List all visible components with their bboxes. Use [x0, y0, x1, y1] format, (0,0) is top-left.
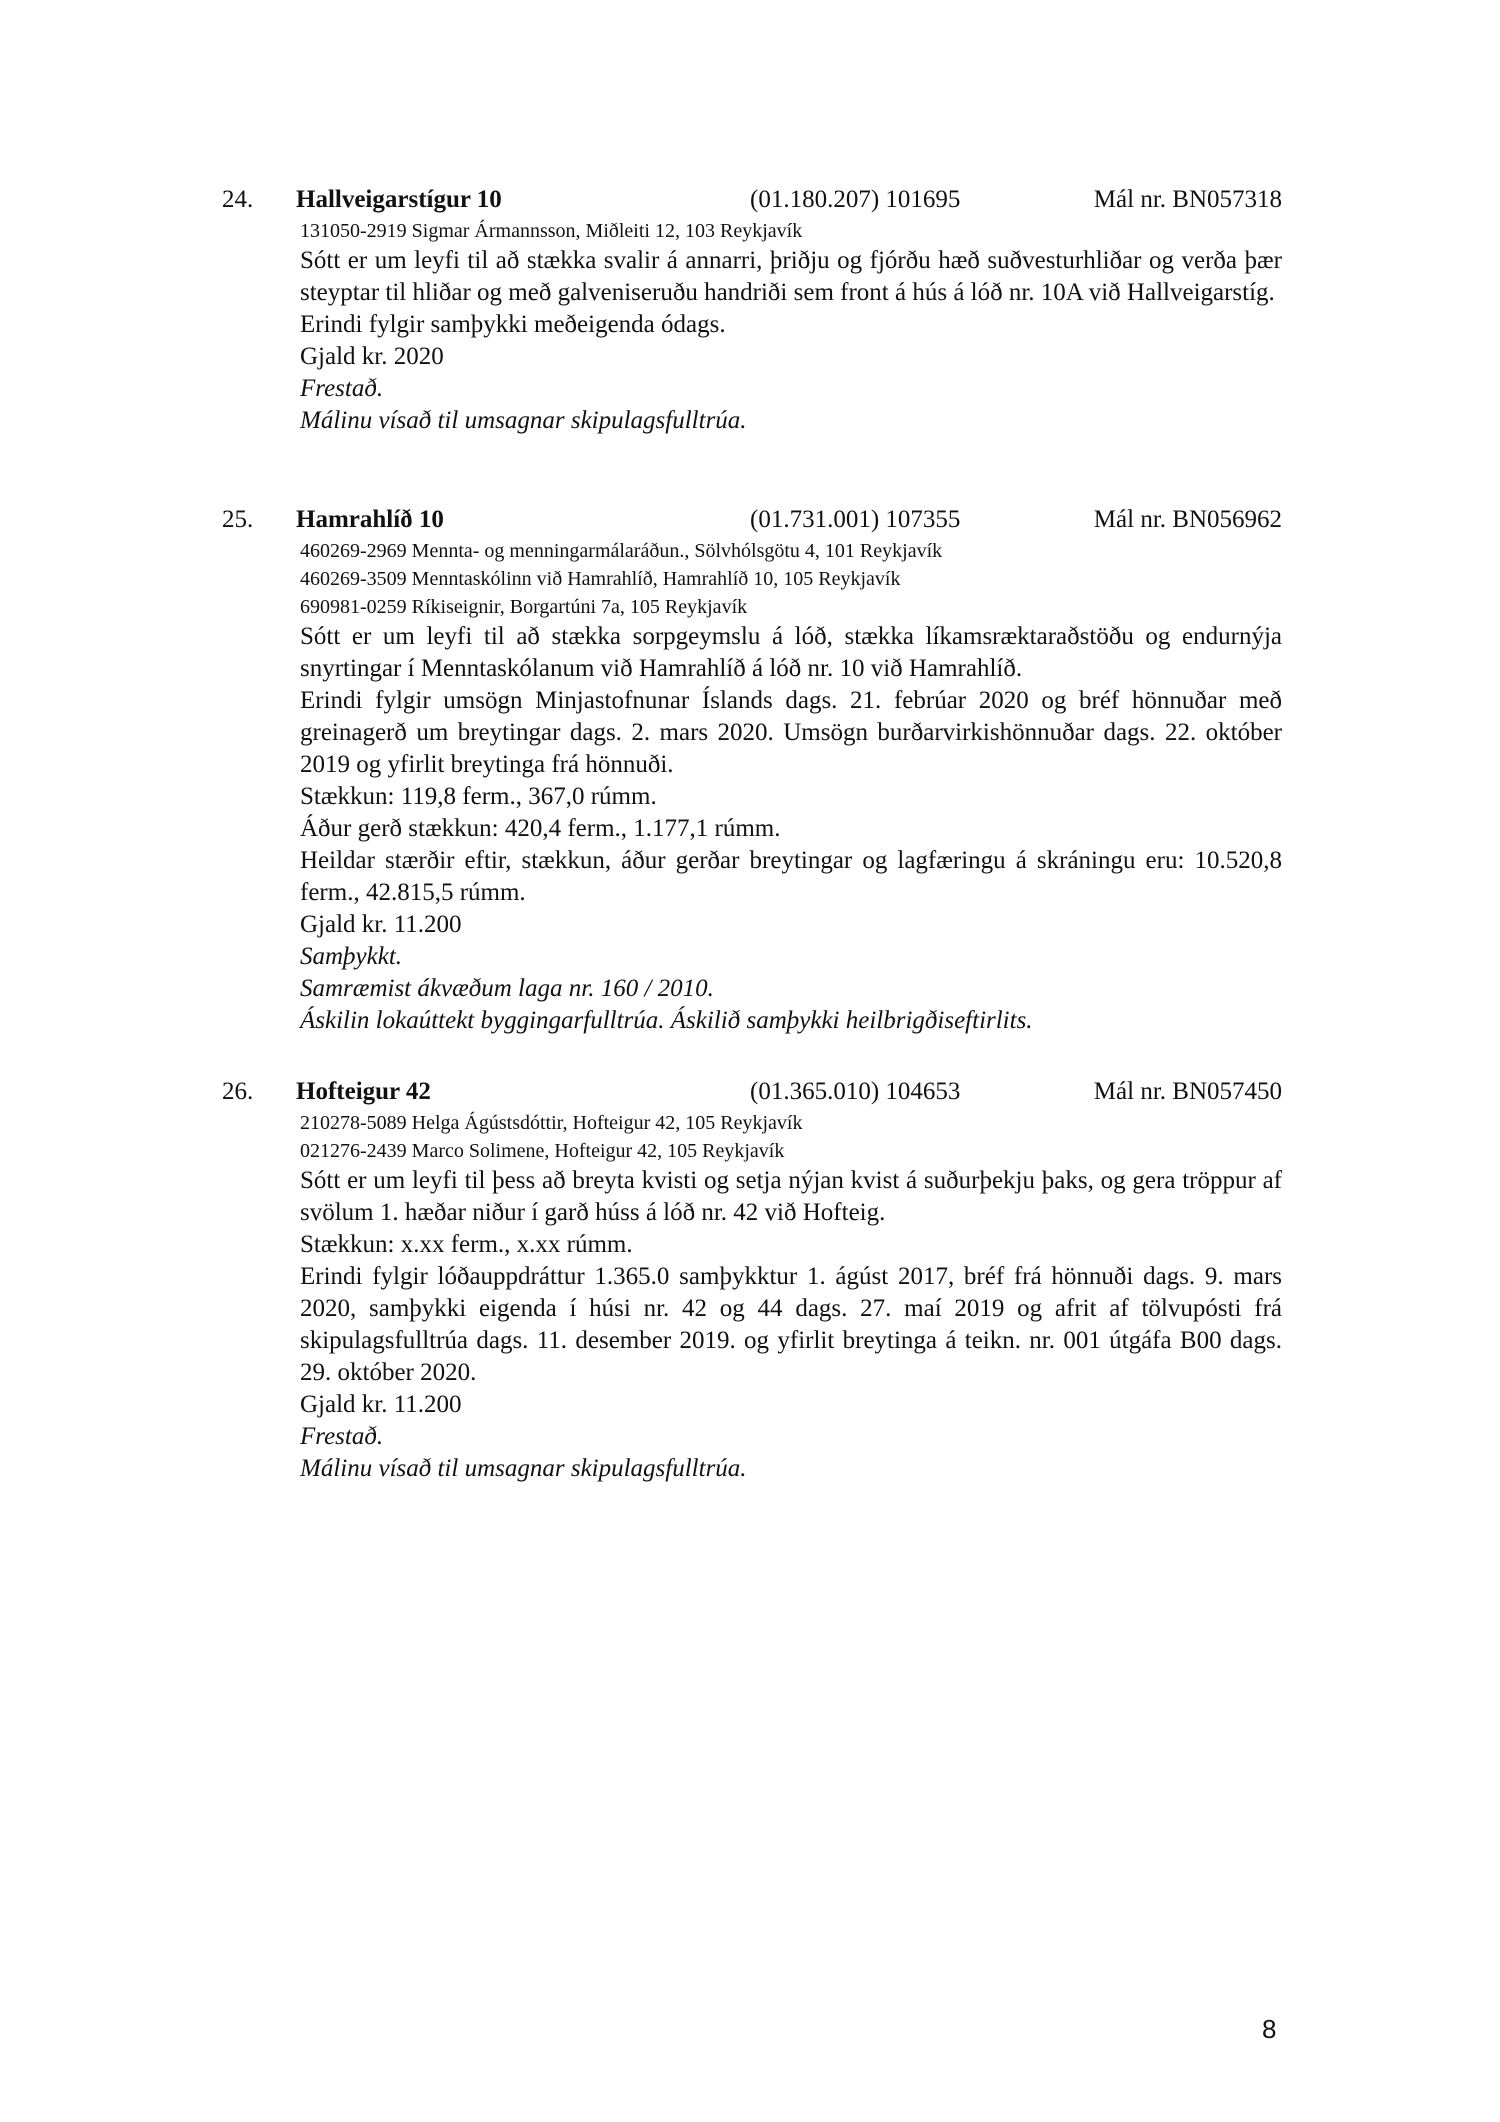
- entry-number: 26.: [222, 1078, 254, 1105]
- previous-enlargement-line: Áður gerð stækkun: 420,4 ferm., 1.177,1 rúmm.: [300, 815, 781, 842]
- decision-note: Samræmist ákvæðum laga nr. 160 / 2010.: [300, 975, 714, 1002]
- property-reference: (01.180.207) 101695: [750, 186, 961, 213]
- decision-note: Áskilin lokaúttekt byggingarfulltrúa. Áskilið samþykki heilbrigðiseftirlits.: [300, 1007, 1033, 1034]
- entry-body: [300, 537, 1282, 1037]
- entry-body: [300, 217, 1282, 437]
- entry-number: 25.: [222, 506, 254, 533]
- enlargement-line: Stækkun: 119,8 ferm., 367,0 rúmm.: [300, 783, 657, 810]
- description-paragraph: Sótt er um leyfi til að stækka sorpgeymslu á lóð, stækka líkamsræktaraðstöðu og endurnýja snyrtingar í Menntaskólanum við Hamrahlíð á lóð nr. 10 við Hamrahlíð.: [300, 623, 1282, 682]
- attachments-paragraph: Erindi fylgir umsögn Minjastofnunar Íslands dags. 21. febrúar 2020 og bréf hönnuðar með greinagerð um breytingar dags. 2. mars 2020. Umsögn burðarvirkishönnuðar dags. 22. október 2019 og yfirlit breytinga frá hönnuði.: [300, 687, 1282, 778]
- decision-line: Samþykkt.: [300, 943, 403, 970]
- applicant-line: 460269-3509 Menntaskólinn við Hamrahlíð, Hamrahlíð 10, 105 Reykjavík: [300, 568, 901, 590]
- page-number: 8: [1262, 2014, 1277, 2044]
- entry-header: [222, 183, 1282, 217]
- property-reference: (01.365.010) 104653: [750, 1078, 961, 1105]
- decision-line: Frestað.: [300, 1423, 384, 1450]
- total-size-paragraph: Heildar stærðir eftir, stækkun, áður gerðar breytingar og lagfæringu á skráningu eru: 10.520,8 ferm., 42.815,5 rúmm.: [300, 847, 1282, 906]
- entry-number: 24.: [222, 186, 254, 213]
- entry-header: [222, 503, 1282, 537]
- decision-note: Málinu vísað til umsagnar skipulagsfulltrúa.: [300, 407, 747, 434]
- entry-header: [222, 1075, 1282, 1109]
- case-number: Mál nr. BN056962: [1093, 506, 1282, 533]
- decision-line: Frestað.: [300, 375, 384, 402]
- property-address: Hamrahlíð 10: [296, 506, 444, 533]
- entry-body: [300, 1109, 1282, 1485]
- property-address: Hofteigur 42: [296, 1078, 431, 1105]
- fee-line: Gjald kr. 11.200: [300, 911, 462, 938]
- decision-note: Málinu vísað til umsagnar skipulagsfulltrúa.: [300, 1455, 747, 1482]
- description-paragraph: Sótt er um leyfi til þess að breyta kvisti og setja nýjan kvist á suðurþekju þaks, og gera tröppur af svölum 1. hæðar niður í garð húss á lóð nr. 42 við Hofteig.: [300, 1167, 1282, 1226]
- fee-line: Gjald kr. 11.200: [300, 1391, 462, 1418]
- applicant-line: 131050-2919 Sigmar Ármannsson, Miðleiti 12, 103 Reykjavík: [300, 220, 803, 242]
- applicant-line: 690981-0259 Ríkiseignir, Borgartúni 7a, 105 Reykjavík: [300, 596, 748, 618]
- attachments-paragraph: Erindi fylgir lóðauppdráttur 1.365.0 samþykktur 1. ágúst 2017, bréf frá hönnuði dags. 9. mars 2020, samþykki eigenda í húsi nr. 42 og 44 dags. 27. maí 2019 og afrit af tölvupósti frá skipulagsfulltrúa dags. 11. desember 2019. og yfirlit breytinga á teikn. nr. 001 útgáfa B00 dags. 29. október 2020.: [300, 1263, 1282, 1386]
- applicant-line: 021276-2439 Marco Solimene, Hofteigur 42, 105 Reykjavík: [300, 1140, 785, 1162]
- attachments-line: Erindi fylgir samþykki meðeigenda ódags.: [300, 311, 726, 338]
- enlargement-line: Stækkun: x.xx ferm., x.xx rúmm.: [300, 1231, 633, 1258]
- applicant-line: 460269-2969 Mennta- og menningarmálaráðun., Sölvhólsgötu 4, 101 Reykjavík: [300, 540, 943, 562]
- property-reference: (01.731.001) 107355: [750, 506, 961, 533]
- applicant-line: 210278-5089 Helga Ágústsdóttir, Hofteigur 42, 105 Reykjavík: [300, 1112, 803, 1134]
- case-number: Mál nr. BN057450: [1093, 1078, 1282, 1105]
- fee-line: Gjald kr. 2020: [300, 343, 444, 370]
- description-paragraph: Sótt er um leyfi til að stækka svalir á annarri, þriðju og fjórðu hæð suðvesturhliðar og verða þær steyptar til hliðar og með galveniseruðu handriði sem front á hús á lóð nr. 10A við Hallveigarstíg.: [300, 247, 1282, 306]
- case-entry-24: [222, 183, 1282, 437]
- case-entry-26: [222, 1075, 1282, 1485]
- property-address: Hallveigarstígur 10: [296, 186, 502, 213]
- case-number: Mál nr. BN057318: [1093, 186, 1282, 213]
- case-entry-25: [222, 503, 1282, 1037]
